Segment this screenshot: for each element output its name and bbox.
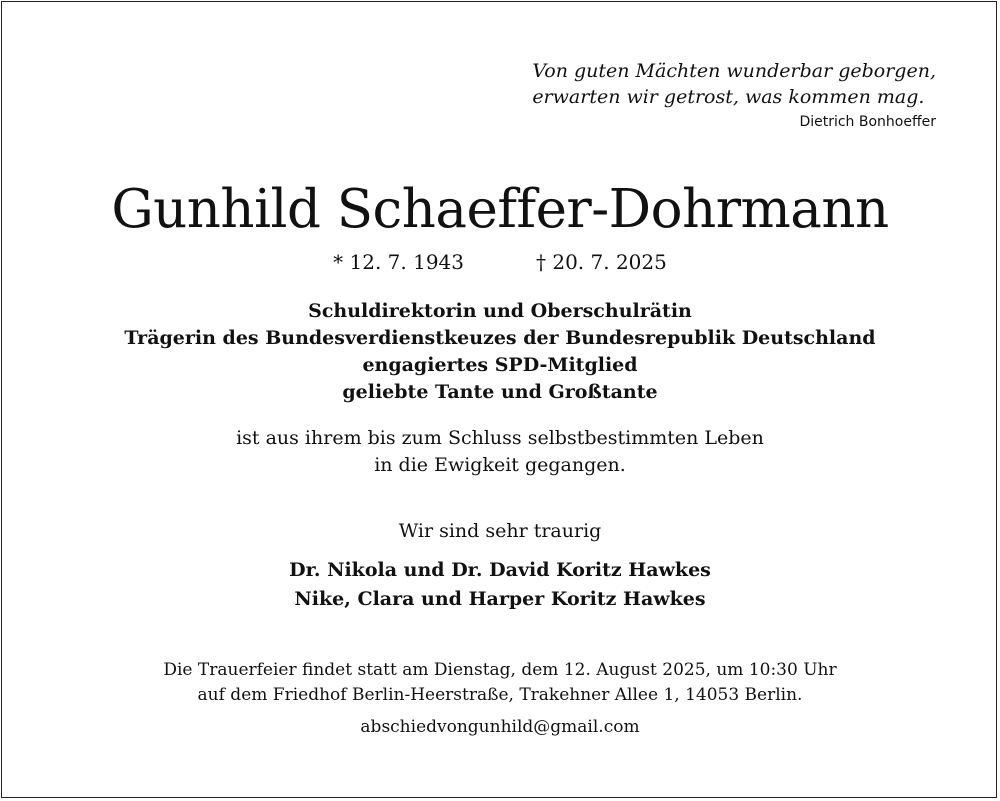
- mourner-line: Dr. Nikola und Dr. David Koritz Hawkes: [289, 559, 711, 581]
- honor-line: engagiertes SPD-Mitglied: [362, 354, 638, 376]
- passing-statement: [0, 425, 1000, 479]
- mourner-line: Nike, Clara und Harper Koritz Hawkes: [294, 588, 706, 610]
- honors-list: [0, 298, 1000, 406]
- death-date: † 20. 7. 2025: [536, 250, 667, 274]
- honor-line: Trägerin des Bundesverdienstkeuzes der Bundesrepublik Deutschland: [124, 327, 876, 349]
- ceremony-details: [0, 658, 1000, 708]
- passing-line: ist aus ihrem bis zum Schluss selbstbestimmten Leben: [236, 427, 764, 449]
- mourners-intro: Wir sind sehr traurig: [398, 520, 602, 542]
- quote-author: Dietrich Bonhoeffer: [799, 114, 936, 130]
- ceremony-line: auf dem Friedhof Berlin-Heerstraße, Trakehner Allee 1, 14053 Berlin.: [197, 685, 803, 705]
- contact-email[interactable]: abschiedvongunhild@gmail.com: [360, 717, 640, 737]
- quote-line: erwarten wir getrost, was kommen mag.: [532, 86, 925, 108]
- passing-line: in die Ewigkeit gegangen.: [374, 454, 626, 476]
- quote-line: Von guten Mächten wunderbar geborgen,: [532, 60, 936, 82]
- epigraph-quote: [532, 58, 936, 132]
- honor-line: geliebte Tante und Großtante: [342, 381, 658, 403]
- mourners-list: [0, 556, 1000, 614]
- life-dates: [0, 248, 1000, 276]
- deceased-name: Gunhild Schaeffer-Dohrmann: [111, 179, 889, 240]
- birth-date: * 12. 7. 1943: [333, 250, 464, 274]
- honor-line: Schuldirektorin und Oberschulrätin: [308, 300, 692, 322]
- ceremony-line: Die Trauerfeier findet statt am Dienstag, dem 12. August 2025, um 10:30 Uhr: [163, 660, 837, 680]
